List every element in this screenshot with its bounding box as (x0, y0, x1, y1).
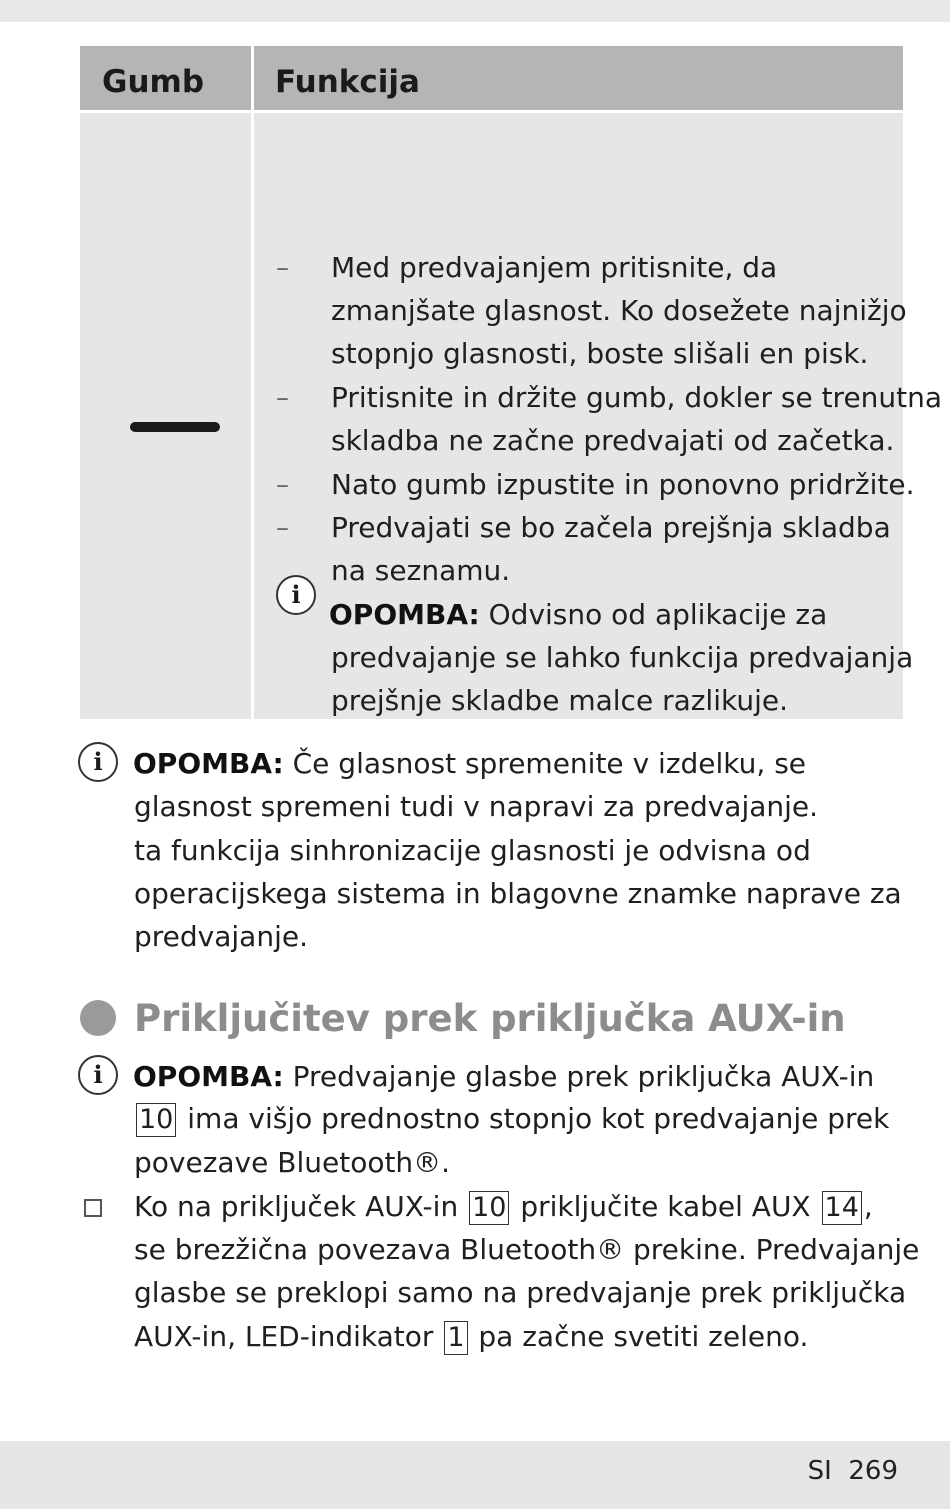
table-note-line (329, 595, 827, 635)
header-funkcija: Funkcija (275, 64, 420, 100)
function-table (80, 46, 943, 719)
note-line: povezave Bluetooth®. (134, 1146, 451, 1179)
column-separator (251, 46, 254, 719)
step-checkbox-icon (84, 1199, 102, 1217)
note-text: Če glasnost spremenite v izdelku, se (292, 747, 807, 780)
note-line (133, 744, 806, 784)
note-label: OPOMBA: (329, 598, 480, 631)
step-text: priključite kabel AUX (520, 1190, 811, 1223)
reference-number: 10 (136, 1103, 176, 1137)
note-text: Predvajanje glasbe prek priključka AUX-in (292, 1060, 875, 1093)
section-bullet-icon (80, 1000, 116, 1036)
section-heading: Priključitev prek priključka AUX-in (134, 997, 846, 1040)
function-line: skladba ne začne predvajati od začetka. (331, 424, 895, 457)
dash: – (276, 383, 289, 413)
note-line: operacijskega sistema in blagovne znamke naprave za (134, 877, 902, 910)
step-text: AUX-in, LED-indikator (134, 1320, 434, 1353)
dash: – (276, 253, 289, 283)
top-strip (0, 0, 950, 22)
language-code: SI (807, 1456, 832, 1486)
page-number (808, 1451, 898, 1491)
info-icon: i (78, 742, 118, 782)
reference-number: 10 (469, 1191, 509, 1225)
note-line (133, 1057, 874, 1097)
page-number-value: 269 (848, 1456, 898, 1486)
reference-number: 14 (822, 1191, 862, 1225)
step-line (134, 1187, 873, 1227)
table-body (80, 113, 943, 719)
reference-number: 1 (444, 1321, 467, 1355)
info-icon: i (78, 1055, 118, 1095)
note-text: ima višjo prednostno stopnjo kot predvajanje prek (187, 1102, 890, 1135)
function-line: Predvajati se bo začela prejšnja skladba (331, 511, 891, 544)
step-line: se brezžična povezava Bluetooth® prekine. Predvajanje (134, 1233, 920, 1266)
function-line: Nato gumb izpustite in ponovno pridržite. (331, 468, 915, 501)
step-line: glasbe se preklopi samo na predvajanje prek priključka (134, 1276, 907, 1309)
step-text: pa začne svetiti zeleno. (478, 1320, 809, 1353)
header-gumb: Gumb (102, 64, 205, 100)
table-note-line: predvajanje se lahko funkcija predvajanja (331, 641, 914, 674)
info-icon: i (276, 575, 316, 615)
note-text: Odvisno od aplikacije za (488, 598, 828, 631)
table-note-line: prejšnje skladbe malce razlikuje. (331, 684, 788, 717)
function-line: stopnjo glasnosti, boste slišali en pisk. (331, 337, 869, 370)
dash: – (276, 470, 289, 500)
step-line (134, 1317, 808, 1357)
step-text: , (863, 1190, 873, 1223)
note-line (134, 1099, 889, 1139)
function-line: na seznamu. (331, 554, 511, 587)
function-line: zmanjšate glasnost. Ko dosežete najnižjo (331, 294, 907, 327)
note-line: ta funkcija sinhronizacije glasnosti je odvisna od (134, 834, 811, 867)
row-separator (80, 110, 903, 113)
function-line: Med predvajanjem pritisnite, da (331, 251, 778, 284)
table-header (80, 46, 903, 110)
note-label: OPOMBA: (133, 1060, 284, 1093)
note-line: glasnost spremeni tudi v napravi za predvajanje. (134, 790, 819, 823)
function-cell (80, 113, 943, 719)
dash: – (276, 513, 289, 543)
page-footer (0, 1441, 950, 1509)
note-label: OPOMBA: (133, 747, 284, 780)
note-line: predvajanje. (134, 920, 308, 953)
function-line: Pritisnite in držite gumb, dokler se trenutna (331, 381, 943, 414)
step-text: Ko na priključek AUX-in (134, 1190, 459, 1223)
